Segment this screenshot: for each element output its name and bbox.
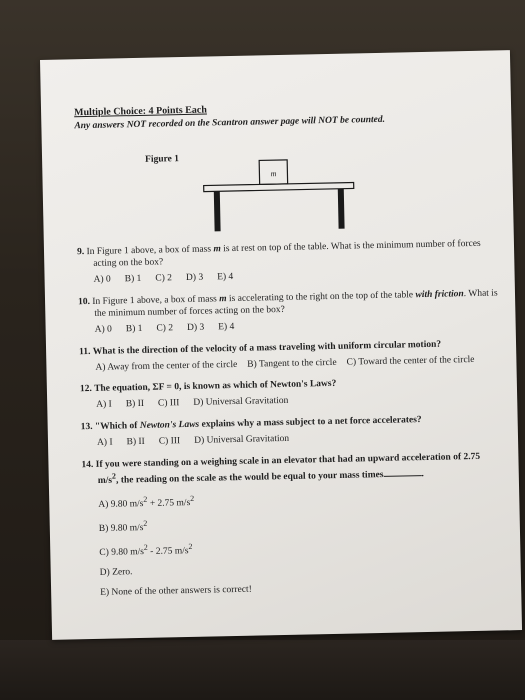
choice-c [83,535,503,560]
choice-b: B) II [125,399,145,410]
choice-b: B) II [126,436,145,448]
choice-a: A) 0 [94,324,112,335]
superscript: 2 [143,494,148,504]
question-10 [78,288,499,336]
question-text: is accelerating to the right on the top of the table [226,290,416,305]
choice-d: D) 3 [186,322,205,333]
choice-a: A) 0 [93,274,111,286]
superscript: 2 [111,471,117,481]
choice-text: + 2.75 m/s [147,497,191,509]
with-friction-emphasis: with friction [415,289,464,301]
question-9 [77,239,498,287]
choice-a: A) I [96,437,113,448]
choice-c: C) III [158,436,181,447]
question-text: In Figure 1 above, a box of mass [92,294,220,307]
section-title: Multiple Choice: 4 Points Each [73,104,207,119]
superscript: 2 [143,542,148,552]
scantron-warning: Any answers NOT recorded on the Scantron answer page will NOT be counted. [74,114,386,131]
question-number: 9. [76,247,85,258]
choice-e: E) 4 [217,272,234,283]
question-text: What is the direction of the velocity of a mass traveling with uniform circular motion? [92,339,442,357]
choice-a: A) I [96,399,112,411]
worksheet-page [40,50,522,640]
question-text: The equation, ΣF = 0, is known as which of Newton's Laws? [94,379,337,395]
choice-b: B) Tangent to the circle [247,357,337,370]
superscript: 2 [190,493,195,503]
question-number: 14. [81,459,94,471]
question-number: 13. [80,422,93,433]
choice-text: E) None of the other answers is correct! [100,584,252,598]
choice-d: D) 3 [185,272,204,284]
question-number: 11. [79,346,91,357]
choice-a: A) Away from the center of the circle [95,359,238,373]
figure-1 [75,134,497,238]
mass-symbol: m [213,244,221,255]
superscript: 2 [143,518,148,528]
question-text: If you were standing on a weighing scale in an elevator that had an upward acceleration of 2.75 m/s [95,451,481,486]
table-leg-right [338,189,345,229]
question-text: is at rest on top of the table. What is the minimum number of forces acting on the box? [93,239,481,270]
superscript: 2 [188,541,193,551]
choice-text: - 2.75 m/s [147,545,189,557]
choice-b: B) 1 [124,274,142,285]
question-13 [81,414,501,451]
box-mass-label: m [270,169,277,179]
choice-a [82,487,502,512]
choice-d: D) Universal Gravitation [193,396,289,409]
question-text: . [421,468,424,480]
question-text: . What is the minimum number of forces acting on the box? [94,288,498,319]
table-leg-left [214,192,221,232]
question-text: "Which of [94,421,140,433]
worksheet-content [74,99,504,600]
answer-blank [383,467,421,477]
choice-e [84,579,504,600]
choice-d: D) Universal Gravitation [194,433,290,446]
desk-bottom-edge [0,640,525,700]
mass-symbol: m [219,294,227,305]
choice-e: E) 4 [218,321,235,333]
choice-d [84,559,504,580]
choice-text: C) 9.80 m/s [99,546,145,558]
question-text: In Figure 1 above, a box of mass [86,244,214,258]
choice-b [83,511,503,536]
choice-c: C) 2 [156,323,174,334]
newtons-laws-emphasis: Newton's Laws [139,419,200,432]
choice-text: A) 9.80 m/s [98,498,144,510]
question-12 [80,376,500,413]
question-number: 10. [77,297,91,308]
figure-label: Figure 1 [145,154,180,166]
question-text: , the reading on the scale as the would be equal to your mass times [115,469,384,486]
choice-b: B) 1 [125,323,143,335]
choice-c: C) III [157,398,180,409]
choice-text: D) Zero. [99,567,133,578]
table-diagram [195,155,367,237]
question-14 [81,451,504,600]
table-top [204,183,354,192]
choice-c: C) Toward the center of the circle [346,354,475,368]
question-number: 12. [79,384,92,395]
choice-c: C) 2 [155,273,173,284]
question-text: explains why a mass subject to a net force accelerates? [199,415,422,430]
choice-text: B) 9.80 m/s [98,522,144,534]
question-11 [79,338,499,375]
